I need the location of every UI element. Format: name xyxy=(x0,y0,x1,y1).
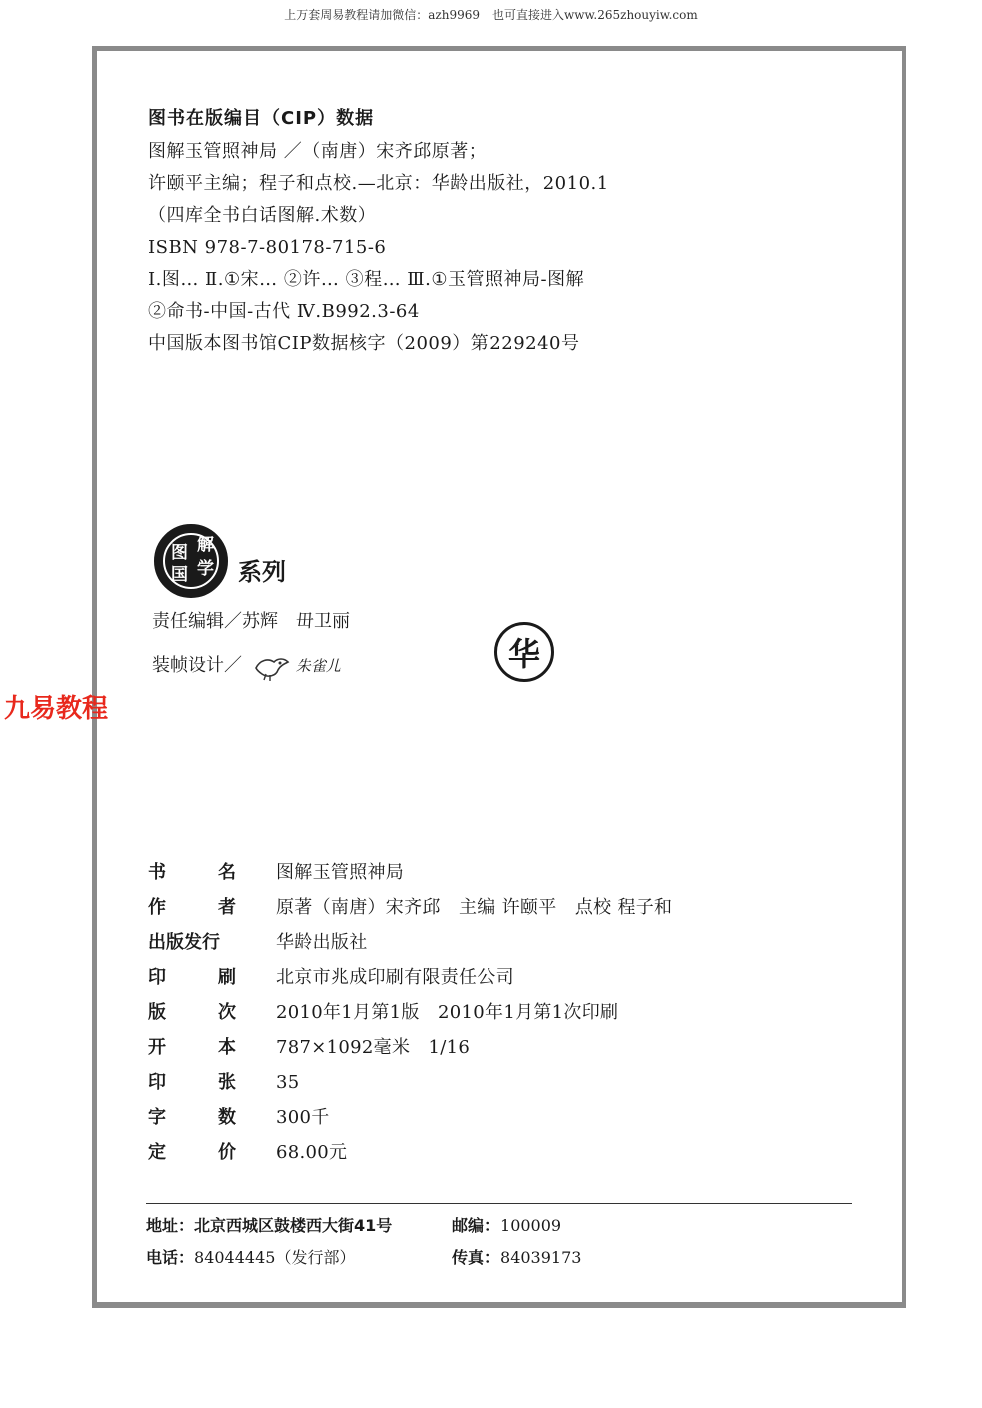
cip-title: 图书在版编目（CIP）数据 xyxy=(148,108,375,129)
info-value: 68.00元 xyxy=(276,1142,348,1163)
cip-line: ISBN 978-7-80178-715-6 xyxy=(148,237,387,258)
info-key: 印 刷 xyxy=(148,967,236,988)
cip-line: Ⅰ.图… Ⅱ.①宋… ②许… ③程… Ⅲ.①玉管照神局-图解 xyxy=(148,269,585,290)
fax-label: 传真： xyxy=(452,1248,501,1267)
designer-name: 朱雀儿 xyxy=(295,657,341,675)
info-key: 定 价 xyxy=(148,1142,236,1163)
cip-line: ②命书-中国-古代 Ⅳ.B992.3-64 xyxy=(148,301,420,322)
publisher-seal-icon: 华 xyxy=(494,622,554,682)
editor-label: 责任编辑／ xyxy=(152,611,242,632)
phone-value: 84044445（发行部） xyxy=(194,1248,356,1267)
address xyxy=(146,1212,392,1240)
side-brand: 九易教程 xyxy=(4,694,109,724)
fax-value: 84039173 xyxy=(500,1248,582,1267)
series-logo-icon xyxy=(154,524,228,598)
cip-line: 许颐平主编；程子和点校.—北京：华龄出版社，2010.1 xyxy=(148,173,609,194)
cip-block xyxy=(148,104,609,360)
info-value: 图解玉管照神局 xyxy=(276,862,405,883)
design-label: 装帧设计／ xyxy=(152,655,242,676)
designer-signature xyxy=(252,652,341,682)
editor-line xyxy=(152,608,350,652)
cip-line: 中国版本图书馆CIP数据核字（2009）第229240号 xyxy=(148,333,580,354)
info-key: 出版发行 xyxy=(148,932,220,953)
phone xyxy=(146,1244,355,1272)
design-line xyxy=(152,652,350,696)
info-value: 北京市兆成印刷有限责任公司 xyxy=(276,967,514,988)
address-label: 地址： xyxy=(146,1216,195,1235)
series-label: 系列 xyxy=(238,558,286,586)
fax xyxy=(452,1244,581,1272)
postcode-value: 100009 xyxy=(500,1216,562,1235)
logo-char: 学 xyxy=(197,559,214,579)
info-value: 300千 xyxy=(276,1107,330,1128)
phone-label: 电话： xyxy=(146,1248,195,1267)
logo-char: 图 xyxy=(171,543,188,563)
postcode-label: 邮编： xyxy=(452,1216,501,1235)
contact-row-1 xyxy=(146,1212,852,1244)
info-value: 35 xyxy=(276,1072,300,1093)
address-value: 北京西城区鼓楼西大街41号 xyxy=(194,1216,393,1235)
cip-line: （四库全书白话图解.术数） xyxy=(148,205,377,226)
info-value: 2010年1月第1版 2010年1月第1次印刷 xyxy=(276,1002,619,1023)
info-value: 787×1092毫米 1/16 xyxy=(276,1037,471,1058)
divider xyxy=(146,1203,852,1204)
info-key: 字 数 xyxy=(148,1107,236,1128)
info-key: 作 者 xyxy=(148,897,236,918)
watermark-banner: 上万套周易教程请加微信：azh9969 也可直接进入www.265zhouyiw.com xyxy=(284,8,698,22)
cip-line: 图解玉管照神局 ／（南唐）宋齐邱原著； xyxy=(148,141,488,162)
info-value: 原著（南唐）宋齐邱 主编 许颐平 点校 程子和 xyxy=(276,897,673,918)
info-key: 印 张 xyxy=(148,1072,236,1093)
logo-char: 解 xyxy=(197,535,214,555)
info-key: 版 次 xyxy=(148,1002,236,1023)
contact-row-2 xyxy=(146,1244,852,1276)
info-key: 开 本 xyxy=(148,1037,236,1058)
contact-block xyxy=(146,1212,852,1276)
postcode xyxy=(452,1212,561,1240)
bird-signature-icon xyxy=(252,652,292,682)
credits-block xyxy=(152,608,350,696)
info-value: 华龄出版社 xyxy=(276,932,368,953)
editor-names: 苏辉 毌卫丽 xyxy=(242,611,350,632)
info-key: 书 名 xyxy=(148,862,236,883)
logo-char: 国 xyxy=(171,565,188,585)
